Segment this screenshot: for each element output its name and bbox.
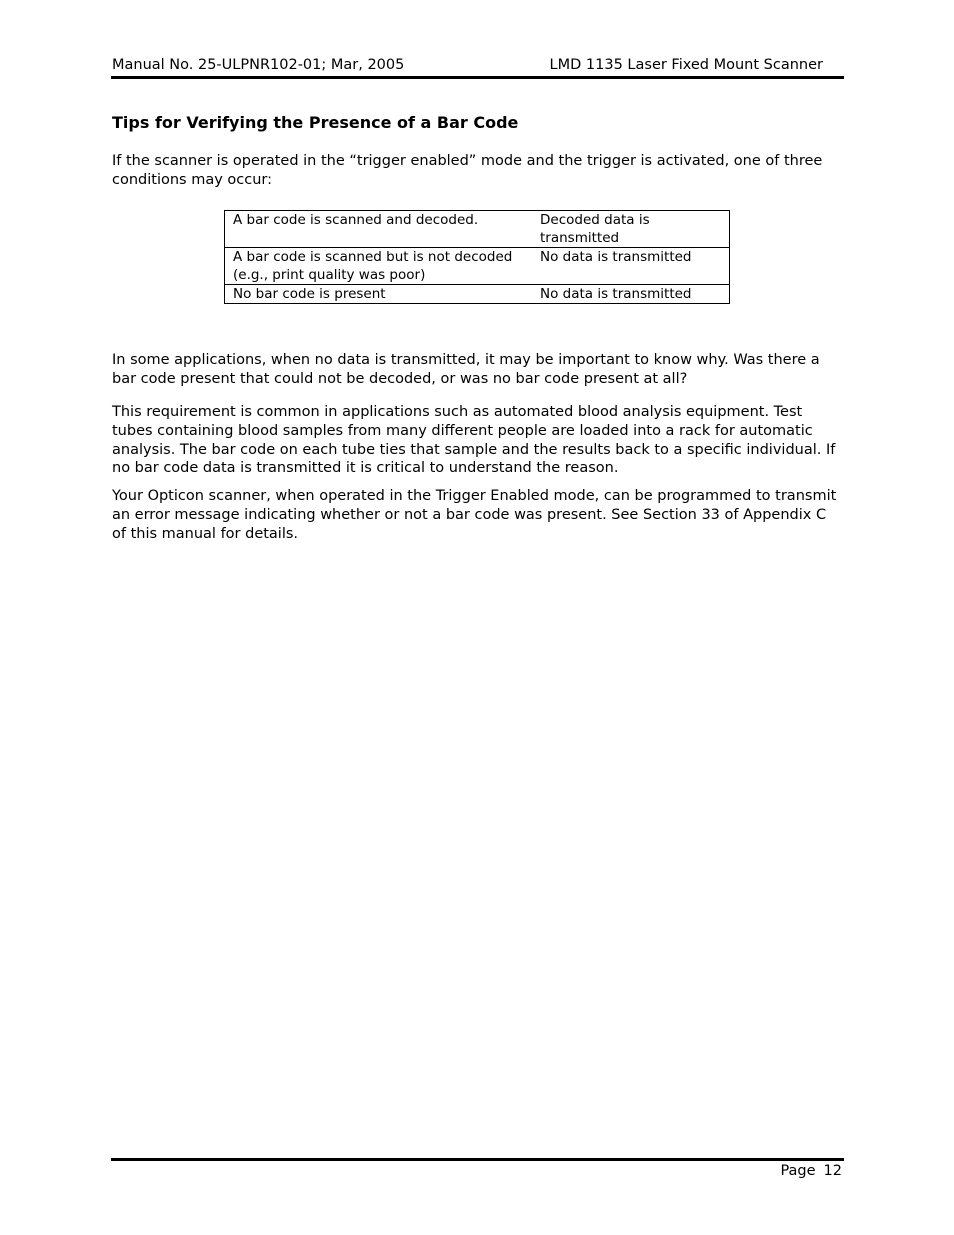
body-paragraph: In some applications, when no data is transmitted, it may be important to know why. Was there a bar code present that could not be decoded, or was no bar code present at all? <box>112 352 820 387</box>
condition-cell: No bar code is present <box>225 285 533 304</box>
body-paragraph: Your Opticon scanner, when operated in the Trigger Enabled mode, can be programmed to transmit an error message indicating whether or not a bar code was present. See Section 33 of Appendix C of this manual for details. <box>112 488 837 542</box>
page-label: Page <box>780 1163 816 1179</box>
condition-cell: A bar code is scanned and decoded. <box>225 211 533 248</box>
condition-cell: A bar code is scanned but is not decoded (e.g., print quality was poor) <box>225 248 533 285</box>
conditions-table <box>224 210 730 304</box>
table-row <box>225 248 730 285</box>
header-manual-number: Manual No. 25-ULPNR102-01; Mar, 2005 <box>112 57 405 73</box>
body-paragraph: This requirement is common in applications such as automated blood analysis equipment. Test tubes containing blood samples from many different people are loaded into a rack for automatic analysis. The bar code on each tube ties that sample and the results back to a specific individual. If no bar code data is transmitted it is critical to understand the reason. <box>112 404 836 477</box>
footer-rule <box>111 1158 844 1161</box>
intro-paragraph: If the scanner is operated in the “trigger enabled” mode and the trigger is activated, one of three conditions may occur: <box>112 153 823 188</box>
table-row <box>225 285 730 304</box>
table-row <box>225 211 730 248</box>
result-cell: No data is transmitted <box>532 248 730 285</box>
header-product-name: LMD 1135 Laser Fixed Mount Scanner <box>549 57 823 73</box>
result-cell: No data is transmitted <box>532 285 730 304</box>
page-number <box>780 1163 842 1179</box>
page-number-value: 12 <box>823 1163 842 1179</box>
header-rule <box>111 76 844 79</box>
result-cell: Decoded data is transmitted <box>532 211 730 248</box>
section-title: Tips for Verifying the Presence of a Bar Code <box>112 113 519 132</box>
